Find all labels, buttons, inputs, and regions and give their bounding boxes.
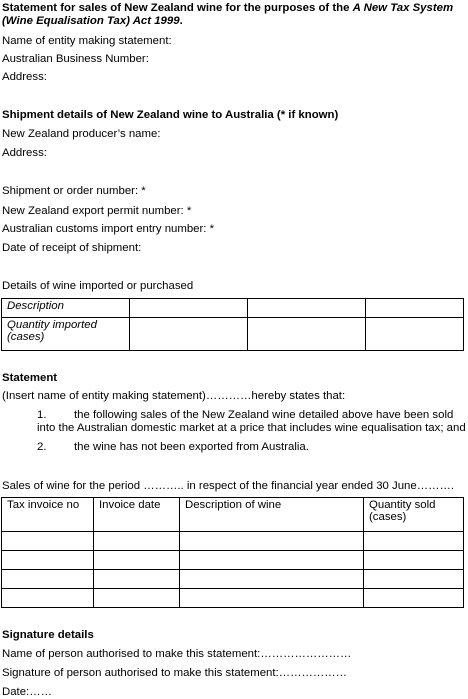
table-cell — [130, 299, 248, 318]
table-cell — [2, 570, 94, 589]
title-act-name: A New Tax System — [352, 2, 454, 14]
title-end: . — [179, 15, 183, 27]
title-text: Statement for sales of New Zealand wine for the purposes of the — [2, 2, 353, 14]
column-header-invoice-date: Invoice date — [94, 498, 180, 532]
entity-address-label: Address: — [2, 71, 47, 83]
table-cell — [180, 532, 364, 551]
table-cell — [180, 551, 364, 570]
table-cell — [94, 589, 180, 608]
table-cell — [248, 318, 366, 351]
quantity-row-label: Quantity imported (cases) — [2, 318, 130, 351]
table-cell — [94, 551, 180, 570]
signature-heading: Signature details — [2, 629, 94, 641]
date-label: Date:…… — [2, 686, 53, 698]
table-cell — [364, 532, 464, 551]
table-cell — [364, 570, 464, 589]
table-cell — [94, 532, 180, 551]
table-cell — [2, 551, 94, 570]
table-cell — [2, 589, 94, 608]
statement-item-1-number: 1. — [37, 409, 47, 421]
order-number-label: Shipment or order number: * — [2, 185, 146, 197]
producer-address-label: Address: — [2, 147, 47, 159]
wine-details-heading: Details of wine imported or purchased — [2, 280, 194, 292]
statement-item-2-line1: the wine has not been exported from Australia. — [74, 441, 309, 453]
column-header-tax-invoice: Tax invoice no — [2, 498, 94, 532]
authorised-name-label: Name of person authorised to make this statement:…………………… — [2, 648, 352, 660]
table-row — [2, 551, 464, 570]
shipment-heading: Shipment details of New Zealand wine to Australia (* if known) — [2, 109, 339, 121]
wine-details-table — [1, 298, 464, 351]
producer-name-label: New Zealand producer’s name: — [2, 128, 161, 140]
statement-intro: (Insert name of entity making statement)…………hereby states that: — [2, 390, 346, 402]
table-row — [2, 299, 464, 318]
statement-item-1-line1: the following sales of the New Zealand wine detailed above have been sold — [74, 409, 454, 421]
table-cell — [366, 299, 464, 318]
export-permit-label: New Zealand export permit number: * — [2, 205, 192, 217]
table-cell — [180, 570, 364, 589]
table-row — [2, 589, 464, 608]
table-cell — [2, 532, 94, 551]
statement-item-2-number: 2. — [37, 441, 47, 453]
column-header-quantity: Quantity sold (cases) — [364, 498, 464, 532]
table-row — [2, 318, 464, 351]
table-cell — [180, 589, 364, 608]
table-row — [2, 570, 464, 589]
document-title — [2, 2, 453, 15]
table-cell — [248, 299, 366, 318]
abn-label: Australian Business Number: — [2, 53, 149, 65]
statement-item-1-line2: into the Australian domestic market at a price that includes wine equalisation tax; and — [37, 422, 466, 434]
description-row-label: Description — [2, 299, 130, 318]
title-act-name-line2: (Wine Equalisation Tax) Act 1999 — [2, 15, 180, 27]
table-row — [2, 532, 464, 551]
table-cell — [366, 318, 464, 351]
sales-period-text: Sales of wine for the period ……….. in respect of the financial year ended 30 June………. — [2, 480, 455, 492]
table-cell — [364, 589, 464, 608]
table-cell — [94, 570, 180, 589]
receipt-date-label: Date of receipt of shipment: — [2, 242, 142, 254]
sales-header-row — [2, 498, 464, 532]
statement-heading: Statement — [2, 372, 58, 384]
document-title-line2 — [2, 15, 183, 28]
sales-table — [1, 497, 464, 608]
column-header-description: Description of wine — [180, 498, 364, 532]
table-cell — [130, 318, 248, 351]
customs-entry-label: Australian customs import entry number: * — [2, 223, 215, 235]
authorised-signature-label: Signature of person authorised to make this statement:……………… — [2, 667, 348, 679]
table-cell — [364, 551, 464, 570]
entity-name-label: Name of entity making statement: — [2, 35, 172, 47]
